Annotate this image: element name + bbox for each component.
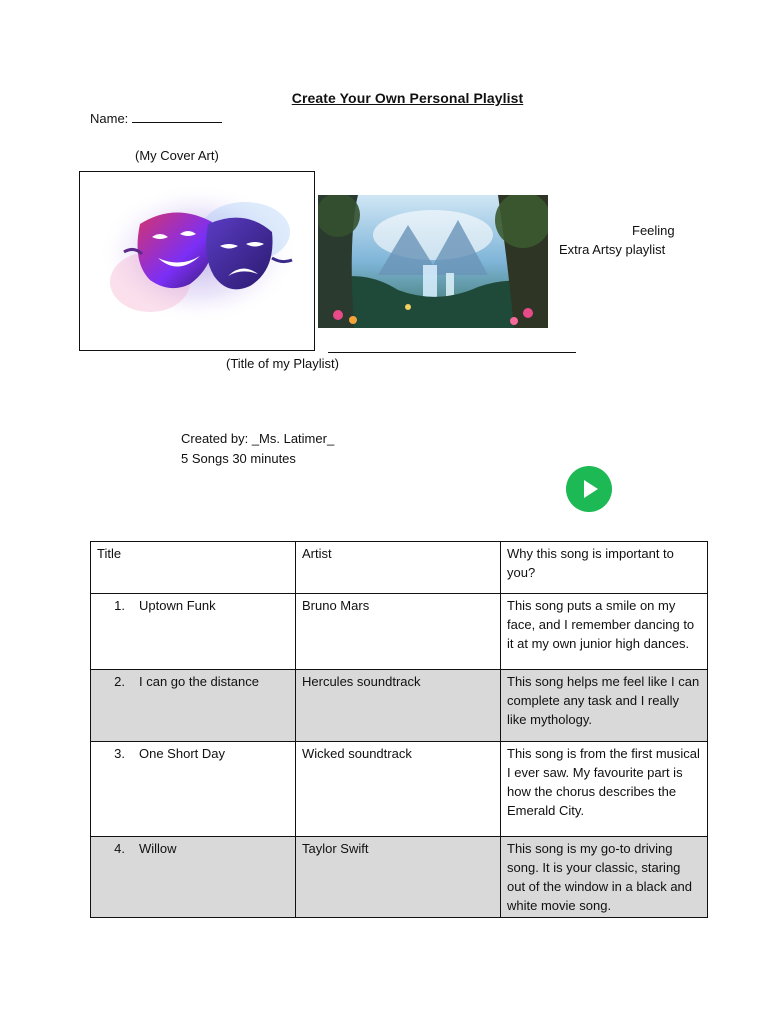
song-title: I can go the distance <box>139 674 259 689</box>
song-artist: Bruno Mars <box>296 594 501 670</box>
header-artist: Artist <box>296 542 501 594</box>
playlist-title-underline <box>328 352 576 353</box>
play-button[interactable] <box>566 466 612 512</box>
cover-art-label: (My Cover Art) <box>135 148 219 163</box>
song-reason: This song is from the first musical I ever saw. My favourite part is how the chorus describes the Emerald City. <box>501 742 708 837</box>
song-title: Uptown Funk <box>139 598 216 613</box>
name-field <box>90 110 222 126</box>
song-title: One Short Day <box>139 746 225 761</box>
name-blank-line <box>132 110 222 123</box>
song-number: 3. <box>114 746 125 761</box>
name-label: Name: <box>90 111 129 126</box>
landscape-illustration <box>318 195 548 328</box>
table-header-row <box>91 542 708 594</box>
song-reason: This song helps me feel like I can complete any task and I really like mythology. <box>501 670 708 742</box>
table-row <box>91 837 708 918</box>
song-artist: Wicked soundtrack <box>296 742 501 837</box>
drama-masks-image <box>80 172 314 350</box>
table-row <box>91 594 708 670</box>
playlist-table <box>90 541 708 918</box>
playlist-title-label: (Title of my Playlist) <box>226 356 339 371</box>
play-icon <box>566 466 612 512</box>
song-number: 1. <box>114 598 125 613</box>
song-artist: Hercules soundtrack <box>296 670 501 742</box>
table-row <box>91 670 708 742</box>
song-number: 2. <box>114 674 125 689</box>
song-title-cell <box>91 594 296 670</box>
song-reason: This song puts a smile on my face, and I remember dancing to it at my own junior high dances. <box>501 594 708 670</box>
created-by-text: Created by: _Ms. Latimer_ <box>181 431 335 446</box>
song-artist: Taylor Swift <box>296 837 501 918</box>
song-number: 4. <box>114 841 125 856</box>
playlist-name-line-2: Extra Artsy playlist <box>559 242 666 257</box>
header-title: Title <box>91 542 296 594</box>
cover-art-box-gap <box>96 171 296 173</box>
playlist-name-line-1: Feeling <box>632 223 675 238</box>
header-why: Why this song is important to you? <box>501 542 708 594</box>
song-title-cell <box>91 670 296 742</box>
song-title: Willow <box>139 841 177 856</box>
fantasy-landscape-image <box>318 195 548 328</box>
song-title-cell <box>91 742 296 837</box>
song-title-cell <box>91 837 296 918</box>
song-reason: This song is my go-to driving song. It is your classic, staring out of the window in a black and white movie song. <box>501 837 708 918</box>
table-row <box>91 742 708 837</box>
page-title: Create Your Own Personal Playlist <box>291 90 524 106</box>
playlist-summary: 5 Songs 30 minutes <box>181 451 296 466</box>
cover-art-box <box>79 171 315 351</box>
